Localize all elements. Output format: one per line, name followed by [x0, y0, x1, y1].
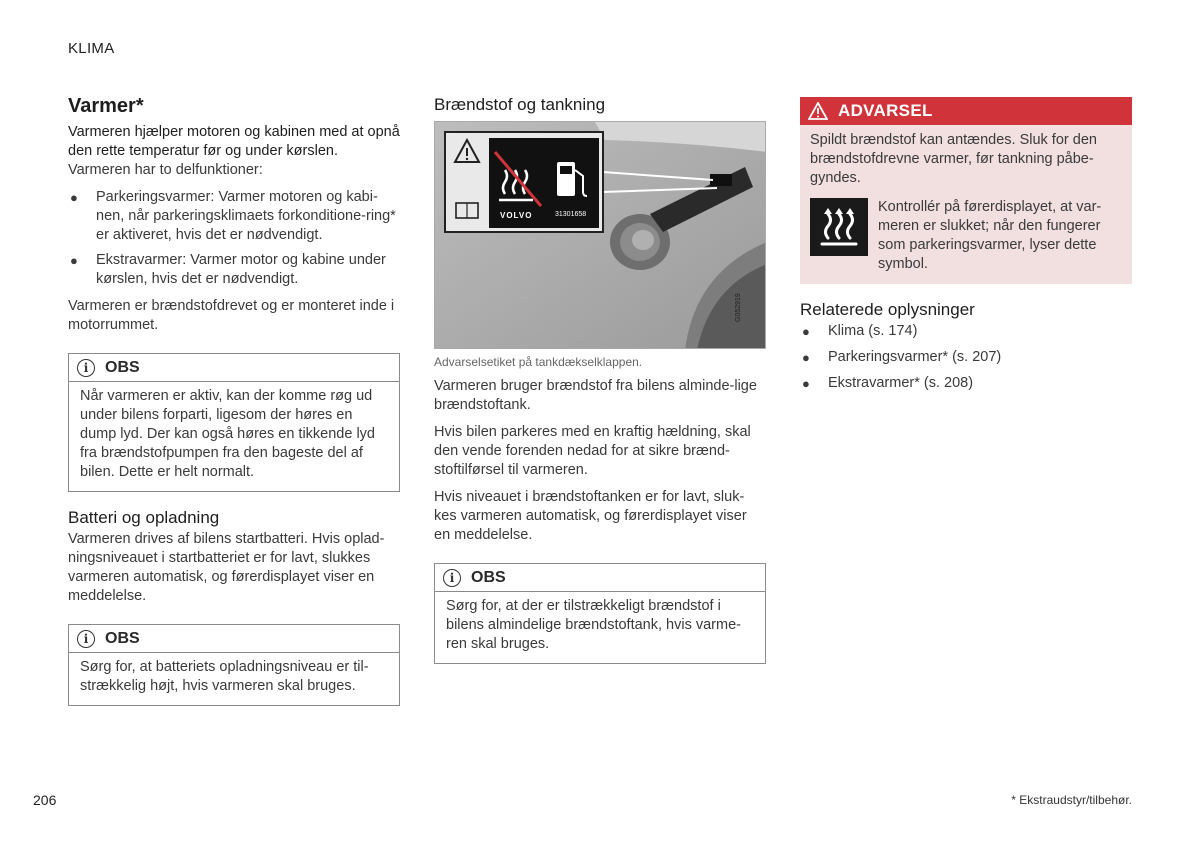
obs-note-battery [68, 624, 400, 706]
battery-heading: Batteri og opladning [68, 508, 220, 527]
column-warning [800, 97, 1132, 400]
warning-symbol-row [810, 198, 1122, 274]
column-heater [68, 95, 400, 706]
label-brand: VOLVO [500, 211, 533, 220]
obs-title: OBS [471, 568, 506, 586]
page-title: Varmer* [68, 95, 144, 117]
label-code: 31301658 [555, 211, 587, 218]
function-list [68, 188, 400, 289]
obs-text: Sørg for, at batteriets opladningsniveau er til-strækkelig højt, hvis varmeren skal bruges. [80, 659, 369, 694]
related-link-extra-heater[interactable]: ● Ekstravarmer* (s. 208) [802, 375, 974, 391]
obs-note-fuel [434, 563, 766, 664]
obs-note-smoke [68, 353, 400, 492]
footnote: * Ekstraudstyr/tilbehør. [1011, 793, 1132, 807]
related-link-climate[interactable]: ● Klima (s. 174) [802, 323, 918, 339]
warning-header [800, 97, 1132, 125]
warning-box [800, 97, 1132, 284]
column-fuel [434, 95, 766, 664]
related-links [800, 322, 1132, 393]
photo-reference-code: G052919 [735, 293, 742, 322]
parking-heater-icon [810, 198, 868, 256]
obs-text: Sørg for, at der er tilstrækkeligt brændstof i bilens almindelige brændstoftank, hvis varme-ren skal bruges. [446, 598, 741, 652]
bullet-icon: ● [70, 253, 78, 268]
bullet-icon: ● [802, 376, 810, 391]
battery-text: Varmeren drives af bilens startbatteri. Hvis oplad-ningsniveauet i startbatteriet er for lavt, slukkes varmeren automatisk, og førerdisplayet viser en meddelelse. [68, 531, 385, 604]
related-heading: Relaterede oplysninger [800, 300, 975, 319]
page-number: 206 [33, 792, 57, 808]
warning-triangle-icon [808, 102, 828, 120]
bullet-icon: ● [70, 190, 78, 205]
related-link-parking-heater[interactable]: ● Parkeringsvarmer* (s. 207) [802, 349, 1002, 365]
car-fuel-flap-illustration [435, 122, 766, 349]
intro-text: Varmeren har to delfunktioner: [68, 162, 263, 178]
warning-title: ADVARSEL [838, 101, 933, 120]
bullet-icon: ● [802, 350, 810, 365]
obs-header [435, 564, 765, 592]
info-icon: i [77, 630, 95, 648]
obs-header [69, 354, 399, 382]
warning-text: Spildt brændstof kan antændes. Sluk for den brændstofdrevne varmer, før tankning påbe-gyndes. [810, 132, 1097, 186]
list-item: ● Parkeringsvarmer: Varmer motoren og kabi-nen, når parkeringsklimaets forkonditione-ring* er aktiveret, hvis det er nødvendigt. [70, 189, 396, 243]
info-icon: i [77, 359, 95, 377]
info-icon: i [443, 569, 461, 587]
fuel-text-1: Varmeren bruger brændstof fra bilens alminde-lige brændstoftank. [434, 378, 757, 413]
warning-body [800, 125, 1132, 284]
intro-lead: Varmeren hjælper motoren og kabinen med at opnå den rette temperatur før og under kørslen. [68, 124, 400, 159]
fuel-flap-photo [434, 121, 766, 349]
fuel-text-3: Hvis niveauet i brændstoftanken er for lavt, sluk-kes varmeren automatisk, og førerdisplayet viser en meddelelse. [434, 489, 747, 543]
obs-header [69, 625, 399, 653]
mount-text: Varmeren er brændstofdrevet og er monteret inde i motorrummet. [68, 298, 395, 333]
obs-title: OBS [105, 358, 140, 376]
list-item: ● Ekstravarmer: Varmer motor og kabine under kørslen, hvis det er nødvendigt. [70, 252, 386, 287]
bullet-icon: ● [802, 324, 810, 339]
obs-text: Når varmeren er aktiv, kan der komme røg ud under bilens forparti, ligesom der høres en dump lyd. Der kan også høres en tikkende lyd fra brændstofpumpen fra den bageste del af bilen. Dette er helt normalt. [80, 388, 375, 480]
photo-caption: Advarselsetiket på tankdækselklappen. [434, 355, 643, 369]
obs-title: OBS [105, 629, 140, 647]
fuel-text-2: Hvis bilen parkeres med en kraftig hældning, skal den vende forenden nedad for at sikre brænd-stoftilførsel til varmeren. [434, 424, 751, 478]
warning-symbol-text: Kontrollér på førerdisplayet, at var-meren er slukket; når den fungerer som parkeringsvarmer, lyser dette symbol. [878, 199, 1102, 272]
fuel-heading: Brændstof og tankning [434, 95, 606, 114]
section-label: KLIMA [68, 40, 115, 57]
